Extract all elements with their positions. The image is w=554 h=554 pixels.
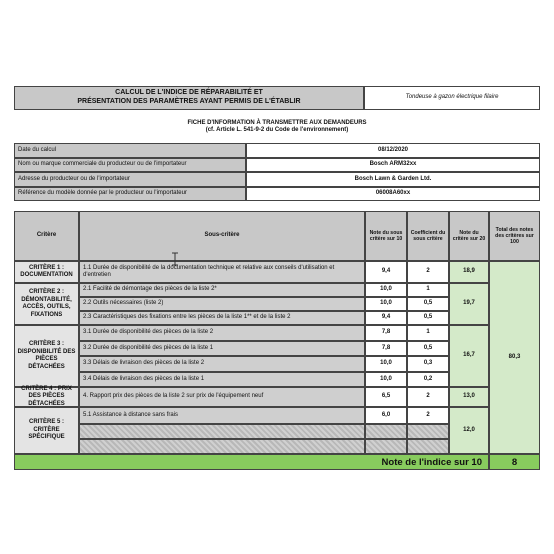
sub-criterion-label: 3.4 Délais de livraison des pièces de la liste 1	[79, 372, 365, 388]
empty-hatched-cell	[407, 424, 449, 439]
sub-criterion-label: 1.1 Durée de disponibilité de la documentation technique et relative aux conseils d'utilisation et d'entretien	[79, 261, 365, 283]
sheet-line-2: (cf. Article L. 541-9-2 du Code de l'environnement)	[205, 127, 349, 133]
page-title	[14, 86, 364, 110]
total-score: 80,3	[489, 261, 540, 454]
sub-criterion-note: 9,4	[365, 311, 407, 325]
criterion-note: 18,9	[449, 261, 489, 283]
sheet-header	[14, 117, 540, 137]
header-sous-critere: Sous-critère	[79, 211, 365, 261]
sub-criterion-note: 10,0	[365, 372, 407, 388]
sub-criterion-label: 2.2 Outils nécessaires (liste 2)	[79, 297, 365, 311]
info-label: Nom ou marque commerciale du producteur ou de l'importateur	[14, 158, 246, 173]
sub-criterion-coefficient: 0,5	[407, 311, 449, 325]
sub-criterion-label: 2.3 Caractéristiques des fixations entre les pièces de la liste 1** et de la liste 2	[79, 311, 365, 325]
info-value: 08/12/2020	[246, 143, 540, 158]
sub-criterion-coefficient: 0,5	[407, 341, 449, 357]
criterion-note: 12,0	[449, 407, 489, 454]
empty-hatched-row	[79, 439, 365, 454]
sub-criterion-label: 2.1 Facilité de démontage des pièces de la liste 2*	[79, 283, 365, 297]
empty-hatched-cell	[407, 439, 449, 454]
sub-criterion-coefficient: 0,2	[407, 372, 449, 388]
criterion-note: 19,7	[449, 283, 489, 325]
sub-criterion-coefficient: 2	[407, 407, 449, 424]
sub-criterion-note: 9,4	[365, 261, 407, 283]
sub-criterion-note: 10,0	[365, 283, 407, 297]
header-note-critere: Note du critère sur 20	[449, 211, 489, 261]
info-value: Bosch Lawn & Garden Ltd.	[246, 172, 540, 187]
sub-criterion-label: 3.3 Délais de livraison des pièces de la liste 2	[79, 356, 365, 372]
header-critere: Critère	[14, 211, 79, 261]
sub-criterion-note: 7,8	[365, 325, 407, 341]
header-coefficient: Coefficient du sous critère	[407, 211, 449, 261]
criterion-note: 13,0	[449, 387, 489, 407]
sub-criterion-coefficient: 1	[407, 283, 449, 297]
title-line-1: CALCUL DE L'INDICE DE RÉPARABILITÉ ET	[115, 89, 263, 97]
sub-criterion-note: 10,0	[365, 356, 407, 372]
info-label: Date du calcul	[14, 143, 246, 158]
index-label: Note de l'indice sur 10	[381, 456, 482, 468]
info-label: Adresse du producteur ou de l'importateur	[14, 172, 246, 187]
criterion-name: CRITÈRE 3 : DISPONIBILITÉ DES PIÈCES DÉTACHÉES	[14, 325, 79, 387]
info-value: Bosch ARM32xx	[246, 158, 540, 173]
sub-criterion-note: 7,8	[365, 341, 407, 357]
criterion-name: CRITÈRE 1 : DOCUMENTATION	[14, 261, 79, 283]
sub-criterion-coefficient: 2	[407, 387, 449, 407]
criterion-name: CRITÈRE 2 : DÉMONTABILITÉ, ACCÈS, OUTILS, FIXATIONS	[14, 283, 79, 325]
sub-criterion-note: 6,0	[365, 407, 407, 424]
info-label: Référence du modèle donnée par le producteur ou l'importateur	[14, 187, 246, 202]
criterion-name: CRITÈRE 5 : CRITÈRE SPÉCIFIQUE	[14, 407, 79, 454]
sub-criterion-label: 4. Rapport prix des pièces de la liste 2 sur prix de l'équipement neuf	[79, 387, 365, 407]
header-note-sous-critere: Note du sous critère sur 10	[365, 211, 407, 261]
empty-hatched-row	[79, 424, 365, 439]
product-name: Tondeuse à gazon électrique filaire	[364, 86, 540, 110]
criterion-note: 16,7	[449, 325, 489, 387]
sheet-line-1: FICHE D'INFORMATION À TRANSMETTRE AUX DEMANDEURS	[187, 119, 367, 126]
header-total: Total des notes des critères sur 100	[489, 211, 540, 261]
index-score: 8	[489, 454, 540, 470]
empty-hatched-cell	[365, 439, 407, 454]
sub-criterion-coefficient: 1	[407, 325, 449, 341]
sub-criterion-coefficient: 0,3	[407, 356, 449, 372]
info-value: 06008A60xx	[246, 187, 540, 202]
empty-hatched-cell	[365, 424, 407, 439]
sub-criterion-coefficient: 0,5	[407, 297, 449, 311]
sub-criterion-note: 10,0	[365, 297, 407, 311]
sub-criterion-label: 5.1 Assistance à distance sans frais	[79, 407, 365, 424]
sub-criterion-note: 6,5	[365, 387, 407, 407]
info-table	[14, 143, 540, 201]
text-cursor-icon	[171, 252, 179, 266]
sub-criterion-label: 3.2 Durée de disponibilité des pièces de la liste 1	[79, 341, 365, 357]
sub-criterion-label: 3.1 Durée de disponibilité des pièces de la liste 2	[79, 325, 365, 341]
criterion-name: CRITÈRE 4 : PRIX DES PIÈCES DÉTACHÉES	[14, 387, 79, 407]
footer-bar	[14, 454, 489, 470]
sub-criterion-coefficient: 2	[407, 261, 449, 283]
title-line-2: PRÉSENTATION DES PARAMÈTRES AYANT PERMIS DE L'ÉTABLIR	[77, 98, 301, 105]
